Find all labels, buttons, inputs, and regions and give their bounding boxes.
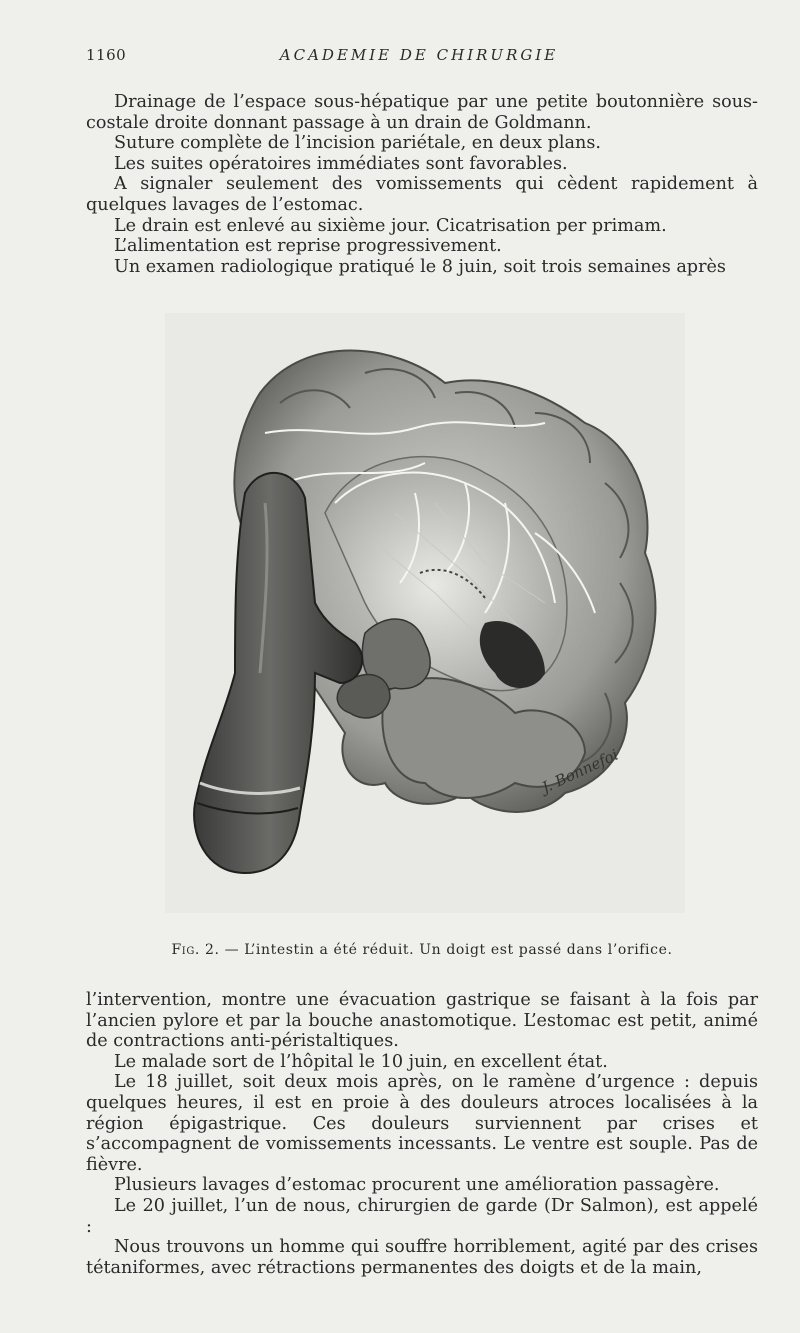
artist-signature: J. Bonnefoi [539,745,622,797]
paragraph: Le drain est enlevé au sixième jour. Cicatrisation per primam. [114,215,667,236]
paragraph: Un examen radiologique pratiqué le 8 juin, soit trois semaines après [114,256,726,277]
caption-text: — L’intestin a été réduit. Un doigt est passé dans l’orifice. [224,942,673,958]
paragraph: Le 18 juillet, soit deux mois après, on le ramène d’urgence : depuis quelques heures, il est en proie à des douleurs atroces localisées à la région épigastrique. Ces douleurs surviennent par crises et s’accompagnent de vomissements incessants. Le ventre est souple. Pas de fièvre. [86,1072,758,1175]
paragraph: Drainage de l’espace sous-hépatique par une petite boutonnière sous-costale droite donnant passage à un drain de Goldmann. [86,92,758,133]
body-text-bottom [86,990,758,1278]
paragraph: Suture complète de l’incision pariétale, en deux plans. [114,133,601,154]
paragraph: l’intervention, montre une évacuation gastrique se faisant à la fois par l’ancien pylore et par la bouche anastomotique. L’estomac est petit, animé de contractions anti-péristaltiques. [86,990,758,1052]
page-number: 1160 [86,46,127,64]
running-title: ACADEMIE DE CHIRURGIE [279,46,559,64]
paragraph: Le 20 juillet, l’un de nous, chirurgien de garde (Dr Salmon), est appelé : [86,1195,758,1237]
intestine-drawing [165,313,685,913]
figure-caption [86,942,758,958]
page-header [86,46,752,74]
paragraph: Nous trouvons un homme qui souffre horriblement, agité par des crises tétaniformes, avec rétractions permanentes des doigts et de la main, [86,1237,758,1278]
paragraph: Le malade sort de l’hôpital le 10 juin, en excellent état. [114,1051,608,1072]
surgical-illustration [165,313,685,913]
figure-label: Fig. 2. [171,942,220,958]
paragraph: Plusieurs lavages d’estomac procurent une amélioration passagère. [114,1175,720,1196]
paragraph: A signaler seulement des vomissements qui cèdent rapidement à quelques lavages de l’estomac. [86,174,758,215]
paragraph: L’alimentation est reprise progressivement. [114,236,502,257]
paragraph: Les suites opératoires immédiates sont favorables. [114,153,568,174]
body-text-top [86,92,758,277]
